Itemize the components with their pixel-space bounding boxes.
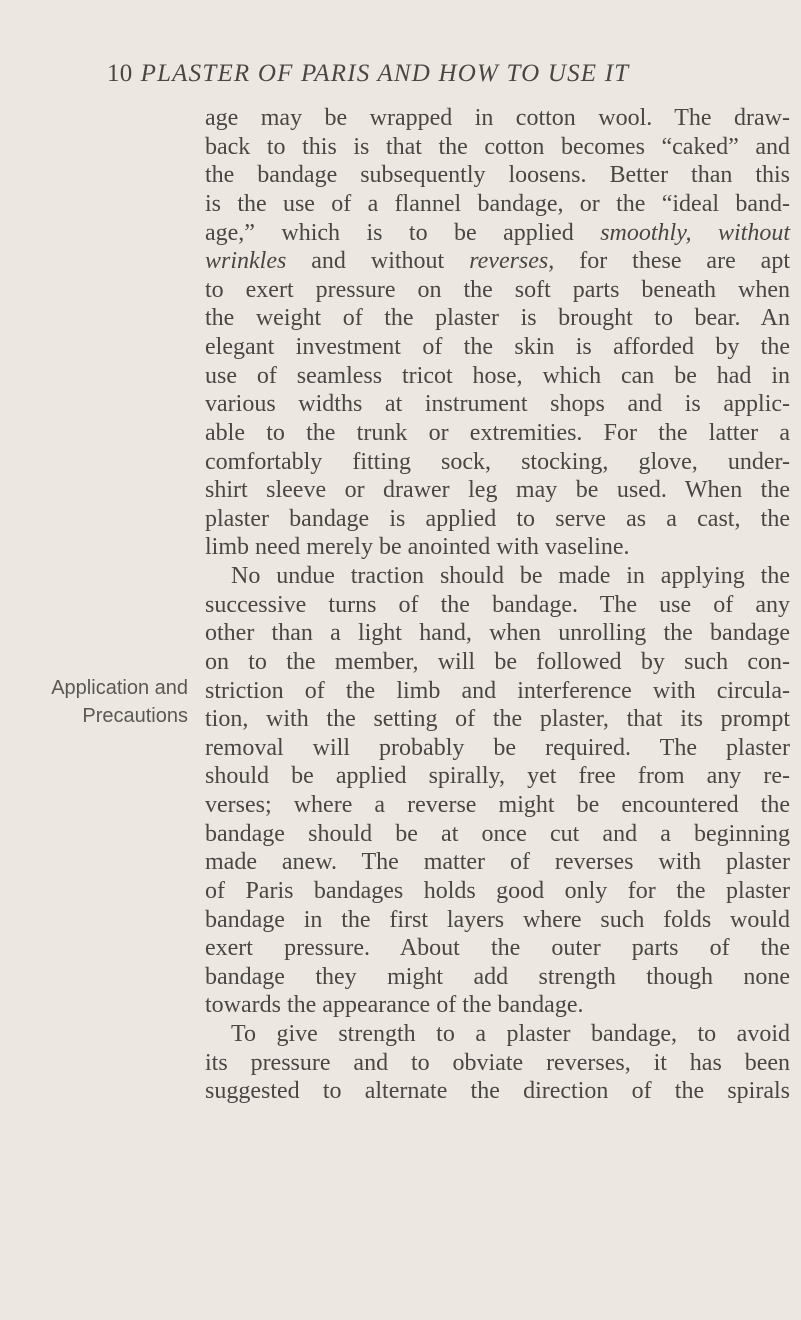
running-title: PLASTER OF PARIS AND HOW TO USE IT (140, 60, 630, 87)
running-header (107, 60, 629, 88)
text-line: towards the appearance of the bandage. (205, 992, 584, 1019)
text-line: successive turns of the bandage. The use of any (205, 591, 790, 618)
page-number: 10 (107, 60, 133, 87)
text-line: made anew. The matter of reverses with plaster (205, 849, 790, 876)
text-line: wrinkles and without reverses, for these are apt (205, 248, 790, 275)
text-line: To give strength to a plaster bandage, to avoid (231, 1021, 790, 1047)
text-line: of Paris bandages holds good only for the plaster (205, 877, 790, 904)
margin-note-line: Precautions (82, 705, 188, 727)
text-line: is the use of a flannel bandage, or the “ideal band- (205, 190, 790, 217)
text-line: various widths at instrument shops and is applic- (205, 391, 790, 418)
text-line: use of seamless tricot hose, which can be had in (205, 362, 790, 389)
text-line: able to the trunk or extremities. For the latter a (205, 419, 790, 446)
body-text (205, 104, 790, 1106)
text-line: plaster bandage is applied to serve as a cast, the (205, 505, 790, 532)
text-line: the weight of the plaster is brought to bear. An (205, 305, 790, 332)
text-line: should be applied spirally, yet free from any re- (205, 763, 790, 790)
text-line: striction of the limb and interference with circula- (205, 677, 790, 704)
margin-note-line: Application and (51, 677, 188, 699)
text-line: to exert pressure on the soft parts beneath when (205, 276, 790, 303)
text-line: back to this is that the cotton becomes “caked” and (205, 133, 790, 160)
text-line: shirt sleeve or drawer leg may be used. When the (205, 477, 790, 504)
text-line: other than a light hand, when unrolling the bandage (205, 620, 790, 647)
text-line: its pressure and to obviate reverses, it has been (205, 1049, 790, 1076)
text-line: limb need merely be anointed with vaseline. (205, 534, 630, 561)
text-line: No undue traction should be made in applying the (231, 563, 790, 589)
text-line: on to the member, will be followed by such con- (205, 648, 790, 675)
text-line: bandage should be at once cut and a beginning (205, 820, 790, 847)
text-line: elegant investment of the skin is afforded by the (205, 334, 790, 360)
text-line: comfortably fitting sock, stocking, glove, under- (205, 448, 790, 475)
text-line: exert pressure. About the outer parts of the (205, 935, 790, 962)
text-line: removal will probably be required. The plaster (205, 734, 790, 761)
text-line: tion, with the setting of the plaster, that its prompt (205, 706, 790, 733)
text-line: bandage they might add strength though none (205, 963, 790, 990)
text-line: the bandage subsequently loosens. Better than this (205, 162, 790, 189)
text-line: suggested to alternate the direction of the spirals (205, 1078, 790, 1105)
text-line: age may be wrapped in cotton wool. The draw- (205, 105, 790, 131)
text-line: age,” which is to be applied smoothly, without (205, 219, 790, 246)
text-line: verses; where a reverse might be encountered the (205, 792, 790, 818)
text-line: bandage in the first layers where such folds would (205, 906, 790, 933)
margin-note (8, 674, 188, 730)
